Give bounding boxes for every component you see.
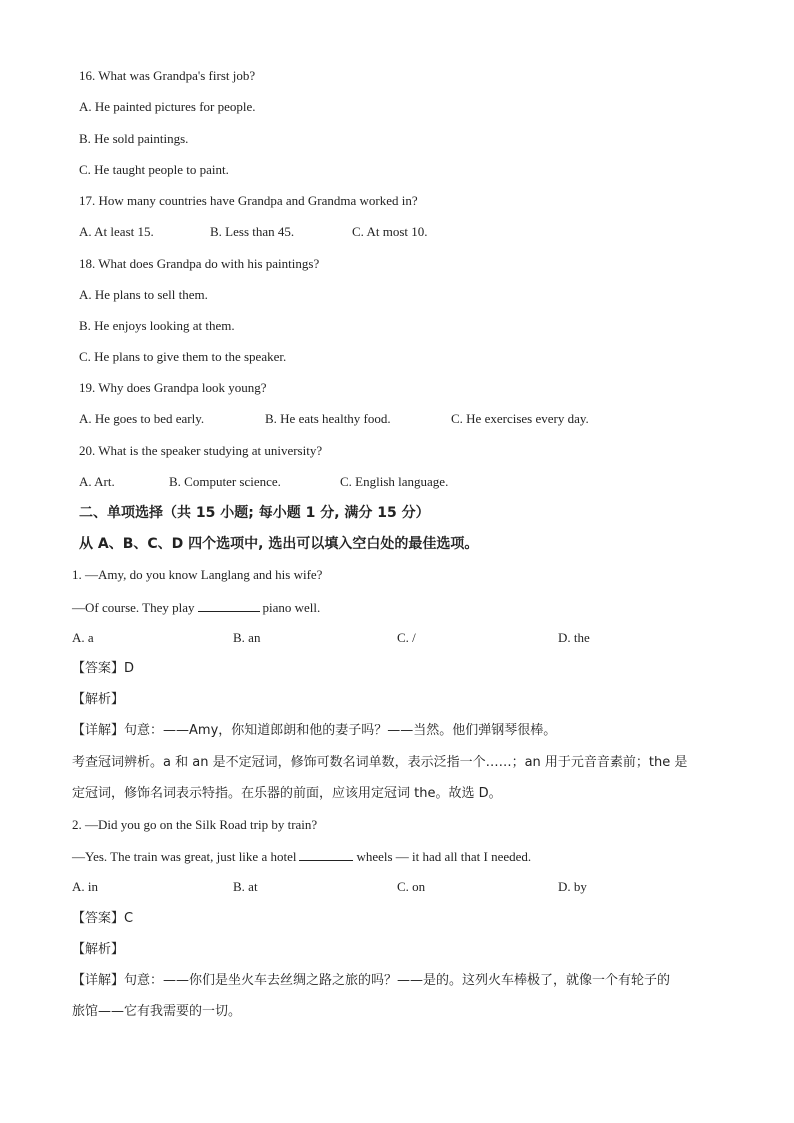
mcq-1-reply-end: piano well. bbox=[262, 600, 321, 615]
option-17-c: C. At most 10. bbox=[352, 224, 428, 239]
mcq-1-option-b: B. an bbox=[233, 630, 261, 645]
mcq-1-answer bbox=[72, 661, 134, 677]
mcq-1-option-d: D. the bbox=[558, 630, 590, 645]
section-instruction: 从 A、B、C、D 四个选项中, 选出可以填入空白处的最佳选项。 bbox=[79, 536, 479, 552]
mcq-2-reply-start: —Yes. The train was great, just like a hotel bbox=[72, 849, 297, 864]
question-20: 20. What is the speaker studying at university? bbox=[79, 443, 323, 458]
option-17-b: B. Less than 45. bbox=[210, 224, 295, 239]
mcq-1-detail-3: 定冠词，修饰名词表示特指。在乐器的前面，应该用定冠词 the。故选 D。 bbox=[72, 786, 502, 801]
answer-value: C bbox=[124, 911, 134, 926]
mcq-2-option-a: A. in bbox=[72, 879, 98, 894]
option-20-a: A. Art. bbox=[79, 474, 115, 489]
option-16-b: B. He sold paintings. bbox=[79, 131, 189, 146]
option-20-b: B. Computer science. bbox=[169, 474, 281, 489]
detail-label: 【详解】 bbox=[72, 973, 125, 988]
answer-blank bbox=[299, 848, 353, 861]
option-16-c: C. He taught people to paint. bbox=[79, 162, 229, 177]
answer-blank bbox=[198, 599, 260, 612]
mcq-2-reply bbox=[72, 848, 531, 865]
option-19-b: B. He eats healthy food. bbox=[265, 411, 391, 426]
question-17: 17. How many countries have Grandpa and Grandma worked in? bbox=[79, 193, 418, 208]
mcq-2-option-d: D. by bbox=[558, 879, 587, 894]
option-19-a: A. He goes to bed early. bbox=[79, 411, 205, 426]
mcq-1-detail-1 bbox=[72, 723, 556, 739]
mcq-2-detail-1 bbox=[72, 973, 670, 989]
mcq-1-reply-start: —Of course. They play bbox=[72, 600, 195, 615]
mcq-2-stem: 2. —Did you go on the Silk Road trip by train? bbox=[72, 817, 318, 832]
option-16-a: A. He painted pictures for people. bbox=[79, 99, 256, 114]
option-20-c: C. English language. bbox=[340, 474, 449, 489]
mcq-2-option-c: C. on bbox=[397, 879, 426, 894]
detail-label: 【详解】 bbox=[72, 723, 125, 738]
section-title: 二、单项选择（共 15 小题; 每小题 1 分, 满分 15 分） bbox=[79, 505, 430, 521]
mcq-2-option-b: B. at bbox=[233, 879, 258, 894]
mcq-1-stem: 1. —Amy, do you know Langlang and his wife? bbox=[72, 567, 323, 582]
detail-text: 句意：——Amy，你知道郎朗和他的妻子吗？——当然。他们弹钢琴很棒。 bbox=[124, 723, 557, 738]
mcq-2-detail-2: 旅馆——它有我需要的一切。 bbox=[72, 1004, 242, 1019]
question-18: 18. What does Grandpa do with his paintings? bbox=[79, 256, 320, 271]
mcq-2-answer bbox=[72, 911, 133, 927]
mcq-1-reply bbox=[72, 599, 320, 616]
option-17-a: A. At least 15. bbox=[79, 224, 154, 239]
question-19: 19. Why does Grandpa look young? bbox=[79, 380, 267, 395]
option-18-c: C. He plans to give them to the speaker. bbox=[79, 349, 287, 364]
mcq-1-analysis-label: 【解析】 bbox=[72, 692, 125, 707]
option-18-a: A. He plans to sell them. bbox=[79, 287, 208, 302]
answer-label: 【答案】 bbox=[72, 911, 125, 926]
option-19-c: C. He exercises every day. bbox=[451, 411, 589, 426]
answer-value: D bbox=[124, 661, 135, 676]
option-18-b: B. He enjoys looking at them. bbox=[79, 318, 235, 333]
answer-label: 【答案】 bbox=[72, 661, 125, 676]
mcq-1-option-c: C. / bbox=[397, 630, 416, 645]
mcq-2-analysis-label: 【解析】 bbox=[72, 942, 125, 957]
question-16: 16. What was Grandpa's first job? bbox=[79, 68, 256, 83]
mcq-1-detail-2: 考查冠词辨析。a 和 an 是不定冠词，修饰可数名词单数，表示泛指一个……；an 用于元音音素前；the 是 bbox=[72, 755, 688, 770]
detail-text: 句意：——你们是坐火车去丝绸之路之旅的吗？——是的。这列火车棒极了，就像一个有轮子的 bbox=[124, 973, 671, 988]
mcq-1-option-a: A. a bbox=[72, 630, 94, 645]
mcq-2-reply-end: wheels — it had all that I needed. bbox=[356, 849, 532, 864]
